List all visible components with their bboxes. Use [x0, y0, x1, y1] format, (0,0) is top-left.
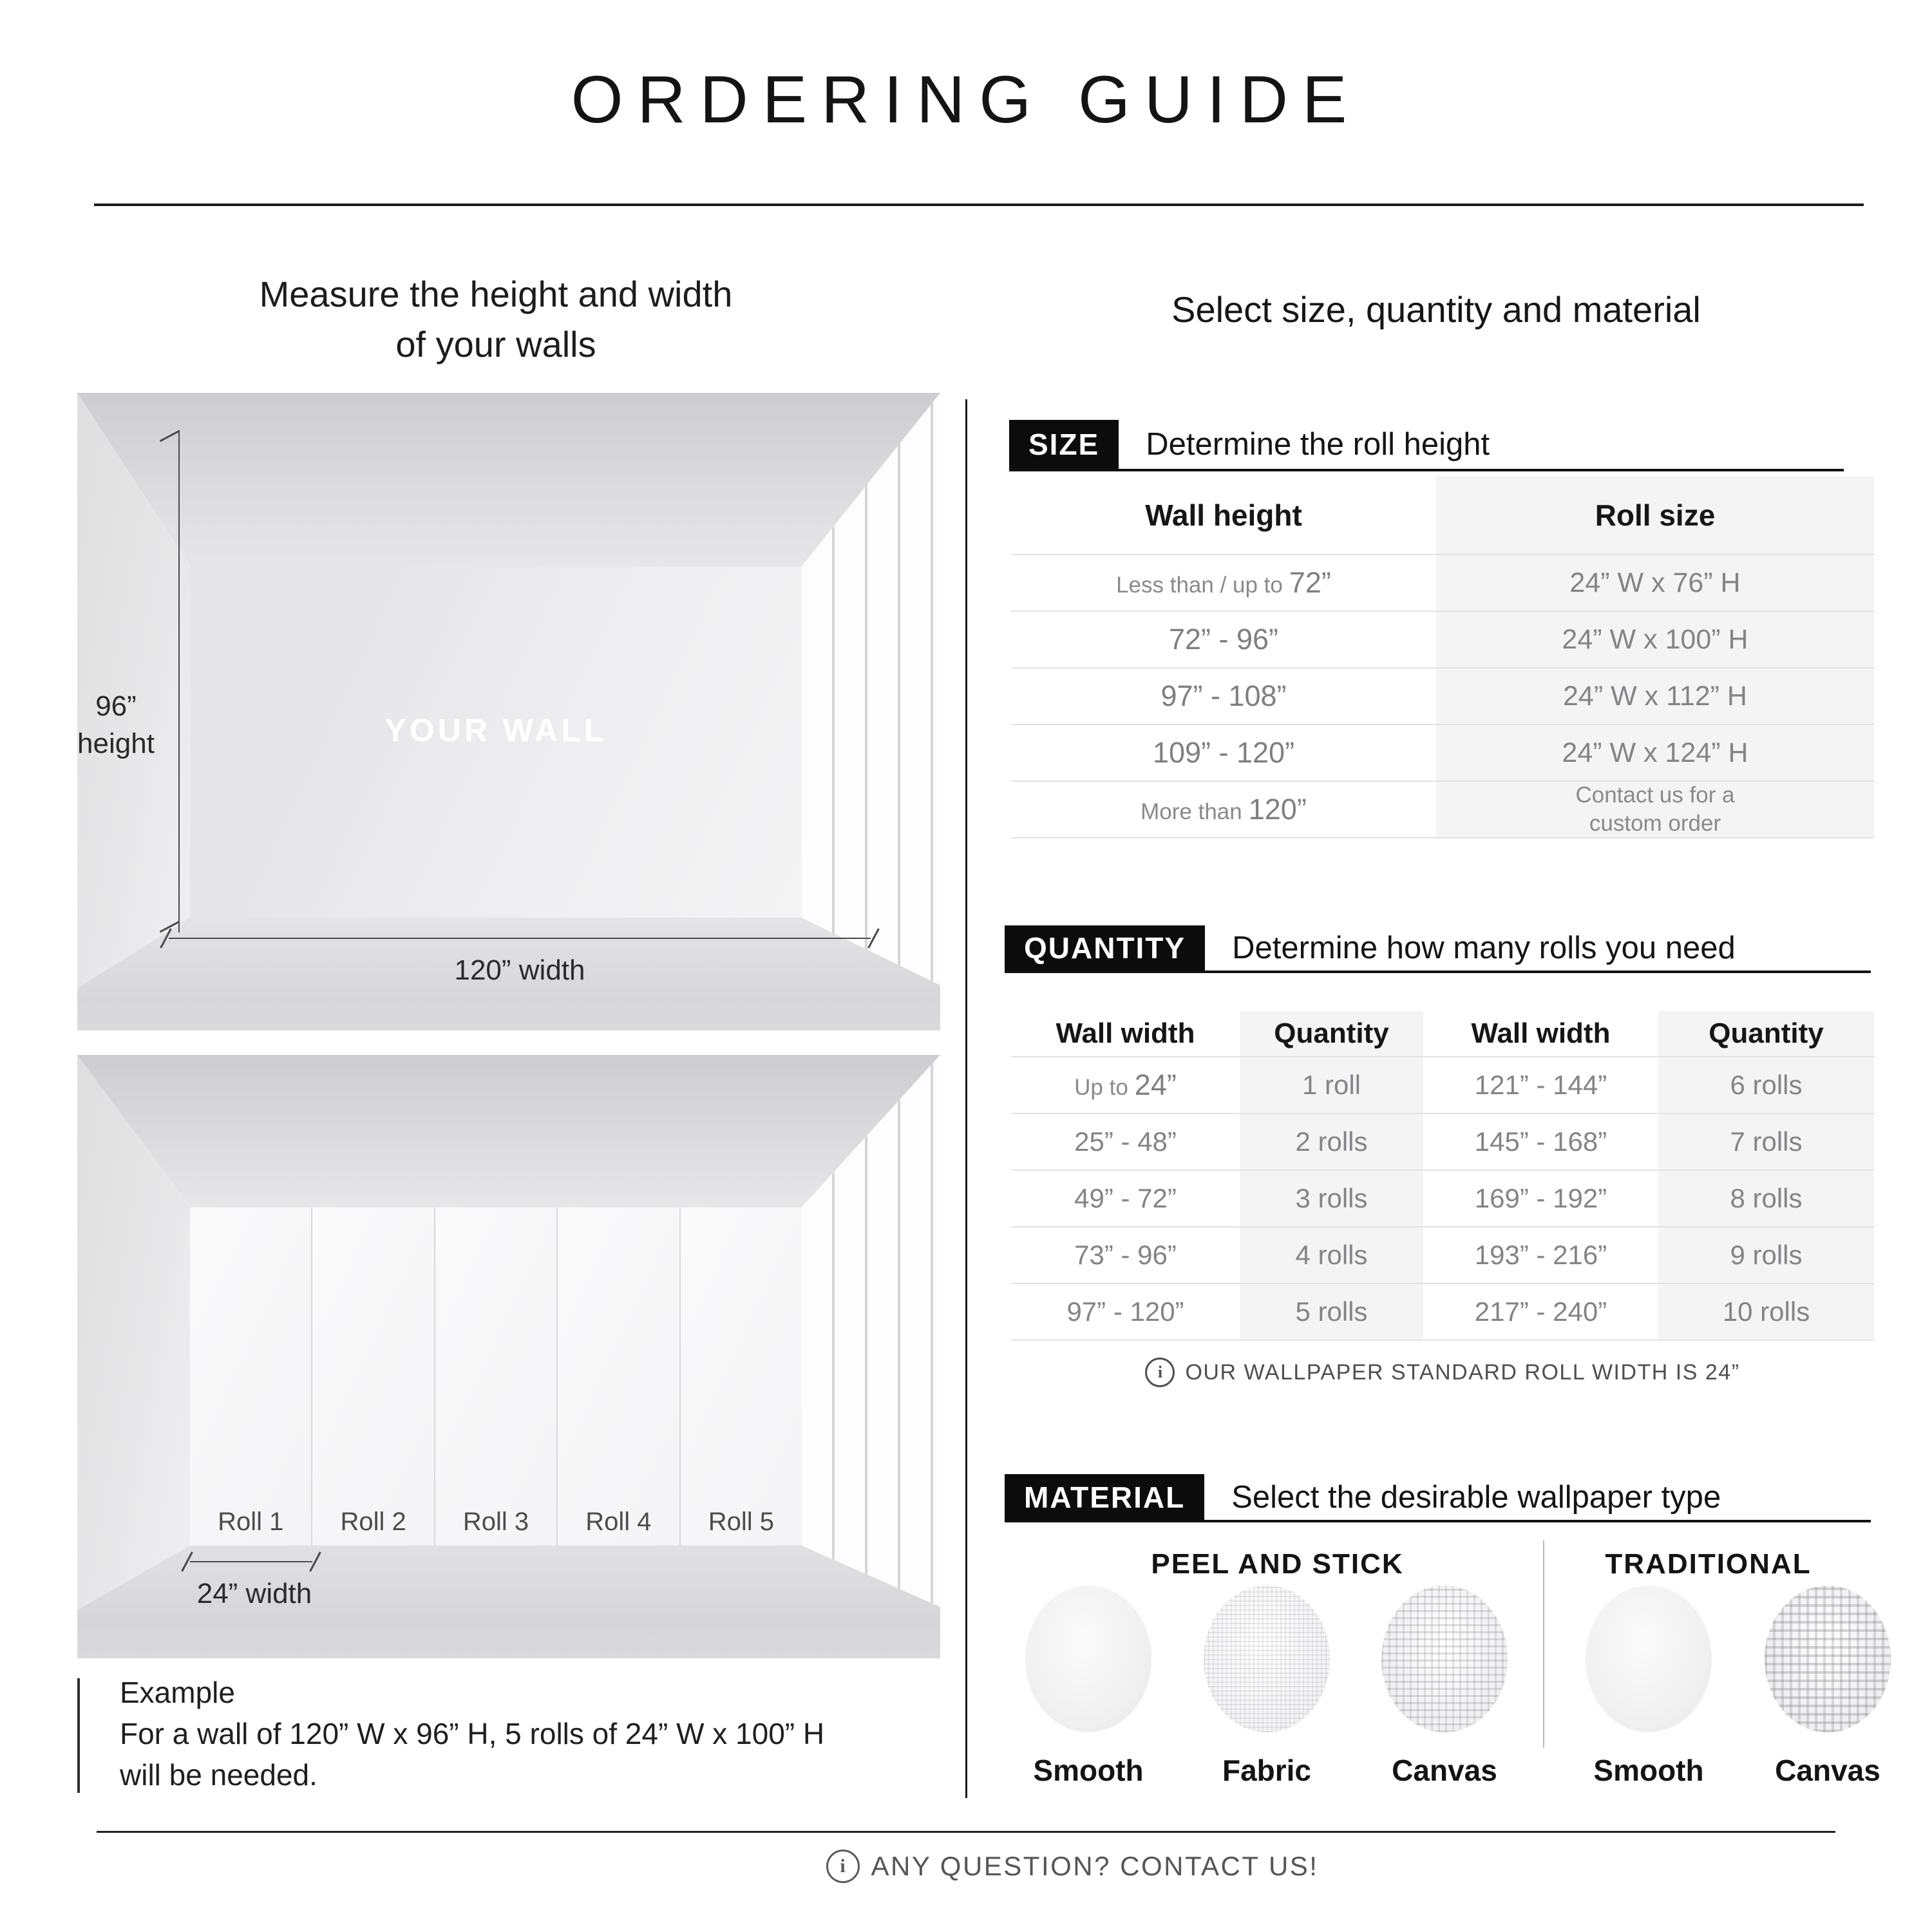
qty-cell-quantity [1658, 1226, 1874, 1283]
roll-panel-2 [312, 1208, 435, 1546]
cell-value: 8 rolls [1730, 1183, 1803, 1213]
size-row-roll [1436, 554, 1874, 611]
quantity-section-header [1005, 925, 1871, 973]
roll-panel-5 [681, 1208, 802, 1546]
quantity-badge: QUANTITY [1005, 925, 1205, 971]
cell-value: 217” - 240” [1474, 1296, 1607, 1327]
qty-cell-quantity [1658, 1283, 1874, 1340]
qty-cell-wall [1011, 1226, 1240, 1283]
qty-cell-wall [1423, 1056, 1658, 1113]
material-section-header [1005, 1474, 1871, 1522]
qty-col-header: Wall width [1471, 1018, 1611, 1049]
swatch-label-smooth: Smooth [1033, 1754, 1144, 1787]
cell-value: 97” - 108” [1160, 679, 1287, 712]
width-dimension-label: 120” width [454, 954, 585, 986]
size-row-roll [1436, 667, 1874, 724]
cell-value: 72” - 96” [1168, 623, 1279, 656]
qty-cell-wall [1011, 1113, 1240, 1170]
info-icon: i [1145, 1358, 1175, 1387]
cell-value: 4 rolls [1295, 1240, 1368, 1270]
height-value: 96” [95, 690, 137, 722]
size-row-wall [1011, 781, 1436, 837]
swatch-peel-canvas[interactable] [1381, 1586, 1508, 1732]
example-title: Example [120, 1676, 235, 1709]
cell-value: 145” - 168” [1474, 1126, 1607, 1157]
header-divider [94, 204, 1864, 206]
qty-cell-wall [1423, 1170, 1658, 1226]
cell-value: 3 rolls [1295, 1183, 1368, 1213]
size-row-roll [1436, 724, 1874, 781]
swatch-peel-fabric[interactable] [1204, 1586, 1330, 1732]
cell-value: 1 roll [1302, 1070, 1361, 1100]
qty-cell-wall [1423, 1226, 1658, 1283]
peel-and-stick-label: PEEL AND STICK [1151, 1548, 1404, 1580]
cell-value: 169” - 192” [1474, 1183, 1607, 1213]
info-icon: i [826, 1850, 860, 1883]
cell-value: 120” [1248, 793, 1307, 826]
size-subtitle: Determine the roll height [1146, 427, 1490, 462]
size-row-wall [1011, 611, 1436, 667]
qty-cell-quantity [1240, 1226, 1423, 1283]
cell-value: 5 rolls [1295, 1296, 1368, 1327]
footer-divider [97, 1831, 1835, 1833]
ceiling-surface [77, 393, 940, 567]
qty-cell-quantity [1658, 1056, 1874, 1113]
roll-panel-label: Roll 1 [218, 1508, 284, 1536]
material-group-divider [1543, 1540, 1544, 1748]
swatch-peel-smooth[interactable] [1025, 1586, 1151, 1732]
qty-col-header: Wall width [1056, 1018, 1195, 1049]
example-line1: For a wall of 120” W x 96” H, 5 rolls of 24” W x 100” H [120, 1717, 825, 1750]
example-accent-bar [77, 1678, 80, 1793]
size-row-wall [1011, 554, 1436, 611]
footer-contact-text[interactable]: ANY QUESTION? CONTACT US! [871, 1851, 1319, 1881]
size-row-roll [1436, 611, 1874, 667]
cell-value: 24” W x 124” H [1562, 737, 1748, 768]
traditional-label: TRADITIONAL [1605, 1548, 1812, 1580]
height-dimension-line [178, 430, 180, 933]
cell-value: 10 rolls [1722, 1296, 1810, 1327]
width-dimension-line [169, 938, 871, 939]
your-wall-label: YOUR WALL [384, 712, 607, 748]
cell-value: 24” W x 76” H [1569, 567, 1741, 598]
cell-value: 9 rolls [1730, 1240, 1803, 1270]
cell-prefix: More than [1141, 799, 1242, 824]
size-col-header-roll: Roll size [1436, 477, 1874, 554]
roll-panel-label: Roll 5 [708, 1508, 774, 1536]
roll-width-note [1011, 1358, 1874, 1387]
cell-value: 25” - 48” [1074, 1126, 1177, 1157]
size-table [1011, 477, 1874, 838]
qty-cell-wall [1011, 1283, 1240, 1340]
roll-width-note-text: OUR WALLPAPER STANDARD ROLL WIDTH IS 24” [1185, 1359, 1740, 1385]
room-illustration-rolls [77, 1055, 940, 1658]
select-heading: Select size, quantity and material [1171, 289, 1701, 330]
cell-value-line1: Contact us for a [1575, 782, 1735, 808]
height-dimension-label [26, 688, 206, 762]
qty-cell-wall [1011, 1170, 1240, 1226]
cell-value: 6 rolls [1730, 1070, 1803, 1100]
cell-value-line2: custom order [1589, 811, 1721, 836]
cell-value: 24” W x 112” H [1563, 680, 1747, 712]
qty-cell-wall [1423, 1283, 1658, 1340]
swatch-traditional-smooth[interactable] [1586, 1586, 1712, 1732]
cell-prefix: Up to [1074, 1075, 1128, 1100]
example-line2: will be needed. [120, 1758, 317, 1792]
cell-value: 121” - 144” [1474, 1070, 1607, 1100]
qty-cell-quantity [1240, 1283, 1423, 1340]
quantity-subtitle: Determine how many rolls you need [1232, 931, 1736, 965]
size-col-header-wall: Wall height [1145, 498, 1302, 532]
cell-value: 109” - 120” [1152, 736, 1295, 769]
size-section-header [1009, 420, 1844, 471]
cell-value: 97” - 120” [1066, 1296, 1184, 1327]
material-badge: MATERIAL [1005, 1474, 1204, 1520]
quantity-table [1011, 1011, 1874, 1341]
measure-heading-line2: of your walls [395, 324, 596, 365]
cell-value: 49” - 72” [1074, 1183, 1177, 1213]
swatch-label-smooth-2: Smooth [1593, 1754, 1704, 1787]
roll-width-dimension-line [190, 1561, 312, 1562]
qty-cell-quantity [1658, 1113, 1874, 1170]
example-block [120, 1672, 951, 1795]
swatch-label-fabric: Fabric [1222, 1754, 1312, 1787]
roll-panel-1 [190, 1208, 312, 1546]
qty-cell-wall [1423, 1113, 1658, 1170]
qty-cell-quantity [1240, 1170, 1423, 1226]
cell-value: 73” - 96” [1074, 1240, 1177, 1270]
size-row-roll-custom [1436, 781, 1874, 837]
roll-panel-3 [435, 1208, 558, 1546]
qty-cell-wall [1011, 1056, 1240, 1113]
column-divider [965, 399, 967, 1798]
size-badge: SIZE [1009, 420, 1119, 469]
roll-width-dimension-label: 24” width [196, 1578, 312, 1609]
cell-value: 24” [1134, 1068, 1177, 1101]
roll-panel-label: Roll 3 [462, 1508, 529, 1536]
footer[interactable] [741, 1850, 1404, 1883]
roll-panel-label: Roll 2 [340, 1508, 406, 1536]
cell-value: 2 rolls [1295, 1126, 1368, 1157]
swatch-label-canvas-2: Canvas [1775, 1754, 1880, 1787]
cell-value: 72” [1289, 566, 1331, 599]
qty-cell-quantity [1658, 1170, 1874, 1226]
cell-value: 7 rolls [1730, 1126, 1803, 1157]
swatch-traditional-canvas[interactable] [1765, 1586, 1891, 1732]
qty-cell-quantity [1240, 1056, 1423, 1113]
wallpaper-panels [190, 1208, 802, 1546]
size-row-wall [1011, 667, 1436, 724]
roll-panel-label: Roll 4 [585, 1508, 652, 1536]
ceiling-surface [77, 1055, 940, 1208]
qty-col-header: Quantity [1658, 1011, 1874, 1056]
cell-value: 24” W x 100” H [1562, 623, 1748, 655]
swatch-label-canvas: Canvas [1392, 1754, 1497, 1787]
qty-cell-quantity [1240, 1113, 1423, 1170]
page-title: ORDERING GUIDE [571, 62, 1361, 137]
measure-heading-line1: Measure the height and width [259, 274, 733, 314]
height-word: height [77, 728, 155, 759]
measure-heading [97, 269, 895, 370]
cell-prefix: Less than / up to [1116, 573, 1283, 598]
roll-panel-4 [558, 1208, 680, 1546]
cell-value: 193” - 216” [1474, 1240, 1607, 1270]
size-row-wall [1011, 724, 1436, 781]
material-subtitle: Select the desirable wallpaper type [1231, 1479, 1721, 1515]
qty-col-header: Quantity [1240, 1011, 1423, 1056]
